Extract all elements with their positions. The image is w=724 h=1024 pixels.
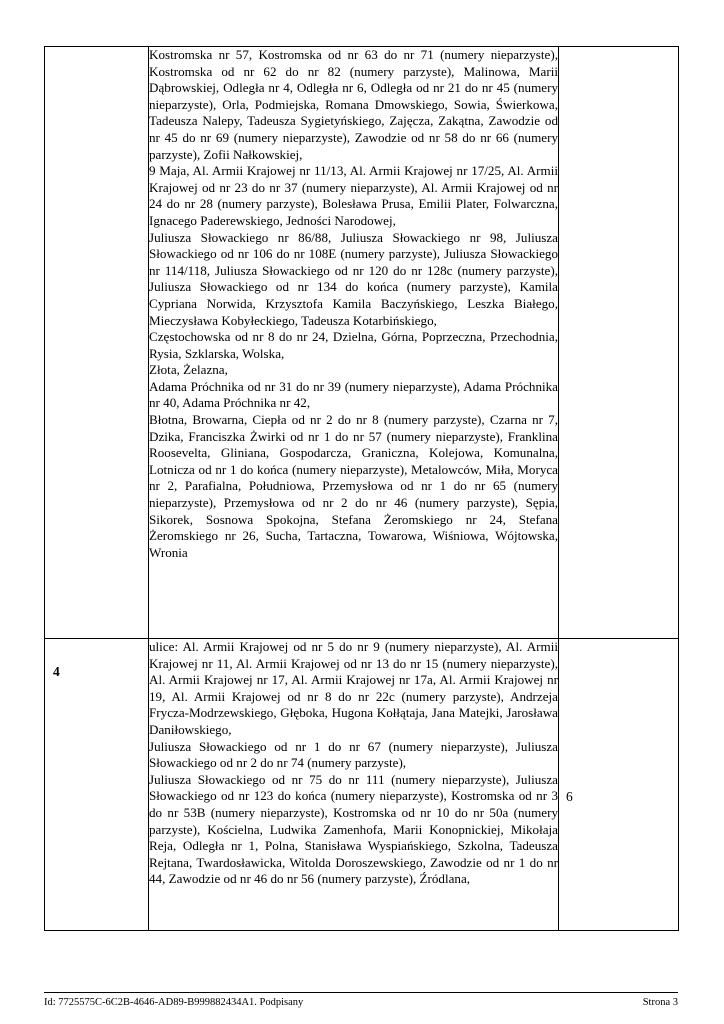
- table-row: [45, 47, 679, 639]
- streets-cell: [149, 639, 559, 931]
- street-paragraph: Juliusza Słowackiego od nr 1 do nr 67 (numery nieparzyste), Juliusza Słowackiego od nr 2 do nr 74 (numery parzyste),: [149, 738, 558, 771]
- seats-cell: [559, 47, 679, 639]
- page-number: Strona 3: [642, 997, 678, 1008]
- page-footer: [44, 992, 678, 1008]
- seats-count: 6: [566, 789, 573, 804]
- street-paragraph: Adama Próchnika od nr 31 do nr 39 (numery nieparzyste), Adama Próchnika nr 40, Adama Próchnika nr 42,: [149, 378, 558, 411]
- street-paragraph: ulice: Al. Armii Krajowej od nr 5 do nr 9 (numery nieparzyste), Al. Armii Krajowej nr 11, Al. Armii Krajowej od nr 13 do nr 15 (numery nieparzyste), Al. Armii Krajowej nr 17, Al. Armii Krajowej nr 17a, Al. Armii Krajowej nr 19, Al. Armii Krajowej od nr 8 do nr 22c (numery parzyste), Andrzeja Frycza-Modrzewskiego, Głęboka, Hugona Kołłątaja, Jana Matejki, Jarosława Daniłowskiego,: [149, 639, 558, 737]
- street-paragraph: Juliusza Słowackiego nr 86/88, Juliusza Słowackiego nr 98, Juliusza Słowackiego od nr 106 do nr 108E (numery parzyste), Juliusza Słowackiego nr 114/118, Juliusza Słowackiego od nr 120 do nr 128c (numery parzyste), Juliusza Słowackiego od nr 134 do końca (numery parzyste), Kamila Cypriana Norwida, Krzysztofa Kamila Baczyńskiego, Leszka Białego, Mieczysława Kobyłeckiego, Tadeusza Kotarbińskiego,: [149, 229, 558, 328]
- street-paragraph: 9 Maja, Al. Armii Krajowej nr 11/13, Al. Armii Krajowej nr 17/25, Al. Armii Krajowej od nr 23 do nr 37 (numery nieparzyste), Al. Armii Krajowej od nr 24 do nr 28 (numery parzyste), Bolesława Prusa, Emilii Plater, Folwarczna, Ignacego Paderewskiego, Jedności Narodowej,: [149, 163, 558, 228]
- document-id: Id: 7725575C-6C2B-4646-AD89-B999882434A1. Podpisany: [44, 997, 304, 1008]
- district-number-cell: [45, 47, 149, 639]
- districts-table: [44, 46, 679, 931]
- street-paragraph: Złota, Żelazna,: [149, 362, 228, 378]
- seats-cell: [559, 639, 679, 931]
- streets-cell: [149, 47, 559, 639]
- street-paragraph: Błotna, Browarna, Ciepła od nr 2 do nr 8 (numery parzyste), Czarna nr 7, Dzika, Franciszka Żwirki od nr 1 do nr 57 (numery nieparzyste), Franklina Roosevelta, Gliniana, Gospodarcza, Graniczna, Kolejowa, Komunalna, Lotnicza od nr 1 do końca (numery nieparzyste), Metalowców, Miła, Moryca nr 2, Parafialna, Południowa, Przemysłowa od nr 1 do nr 65 (numery nieparzyste), Przemysłowa od nr 2 do nr 46 (numery parzyste), Sępia, Sikorek, Sosnowa Spokojna, Stefana Żeromskiego nr 24, Stefana Żeromskiego nr 26, Sucha, Tartaczna, Towarowa, Wiśniowa, Wójtowska, Wronia: [149, 412, 558, 560]
- street-paragraph: Częstochowska od nr 8 do nr 24, Dzielna, Górna, Poprzeczna, Przechodnia, Rysia, Szklarska, Wolska,: [149, 329, 558, 361]
- table-row: [45, 639, 679, 931]
- district-number-cell: [45, 639, 149, 931]
- street-paragraph: Juliusza Słowackiego od nr 75 do nr 111 (numery nieparzyste), Juliusza Słowackiego od nr 123 do końca (numery nieparzyste), Kostromska od nr 3 do nr 53B (numery nieparzyste), Kostromska od nr 10 do nr 50a (numery parzyste), Kościelna, Ludwika Zamenhofa, Marii Konopnickiej, Mikołaja Reja, Odległa nr 1, Polna, Stanisława Wyspiańskiego, Szkolna, Tadeusza Rejtana, Twardosławicka, Witolda Doroszewskiego, Zawodzie od nr 1 do nr 44, Zawodzie od nr 46 do nr 56 (numery parzyste), Źródlana,: [149, 771, 558, 887]
- district-number: 4: [53, 664, 60, 679]
- street-paragraph: Kostromska nr 57, Kostromska od nr 63 do nr 71 (numery nieparzyste), Kostromska od nr 62 do nr 82 (numery parzyste), Malinowa, Marii Dąbrowskiej, Odległa nr 4, Odległa nr 6, Odległa od nr 21 do nr 45 (numery nieparzyste), Orla, Podmiejska, Romana Dmowskiego, Sowia, Świerkowa, Tadeusza Nalepy, Tadeusza Sygietyńskiego, Zajęcza, Zakątna, Zawodzie od nr 45 do nr 69 (numery nieparzyste), Zawodzie od nr 58 do nr 66 (numery parzyste), Zofii Nałkowskiej,: [149, 47, 558, 162]
